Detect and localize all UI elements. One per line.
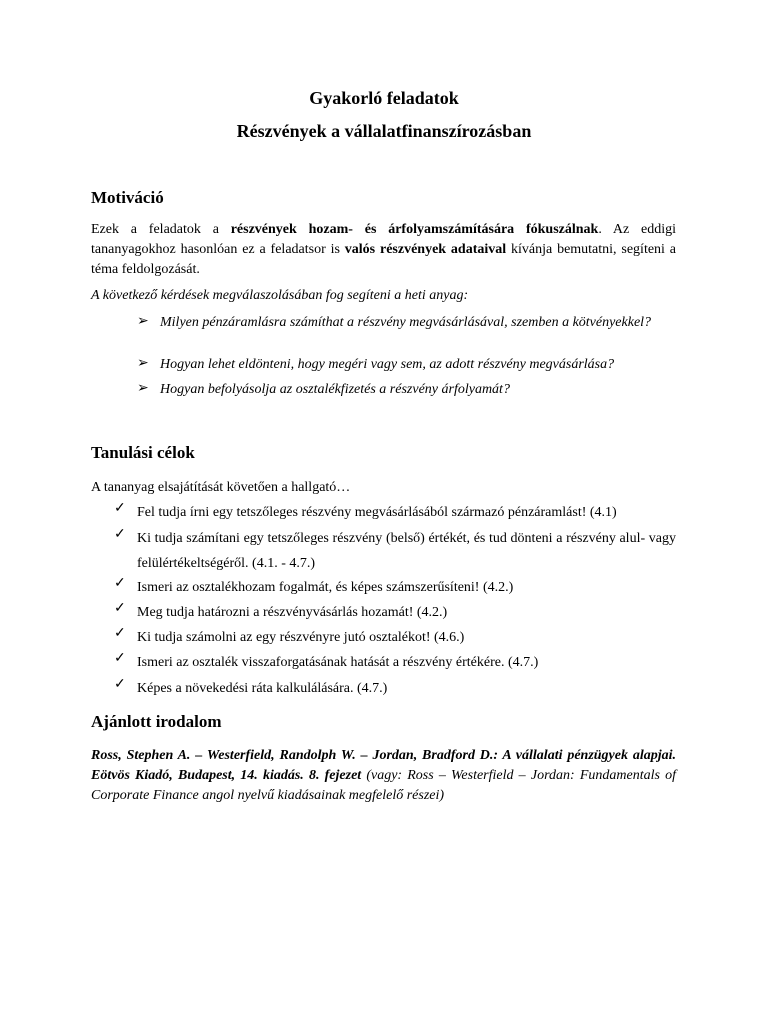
page-title: Gyakorló feladatok <box>309 88 459 108</box>
checkmark-icon: ✓ <box>114 601 126 616</box>
goal-text: Ki tudja számolni az egy részvényre jutó osztalékot! (4.6.) <box>137 630 465 645</box>
motivation-text-3: kívánja bemutatni, segíteni a téma feldolgozását. <box>91 242 677 277</box>
reference-citation <box>91 746 676 806</box>
section-heading-irodalom: Ajánlott irodalom <box>91 712 222 731</box>
section-heading-celok: Tanulási célok <box>91 443 195 462</box>
motivation-text-2: . Az eddigi tananyagokhoz hasonlóan ez a feladatsor is <box>91 222 676 257</box>
arrow-bullet-icon: ➢ <box>137 356 149 371</box>
goal-text: Ismeri az osztalékhozam fogalmát, és képes számszerűsíteni! (4.2.) <box>137 580 514 595</box>
goal-item <box>114 600 676 625</box>
reference-main: Ross, Stephen A. – Westerfield, Randolph W. – Jordan, Bradford D.: A vállalati pénzügyek alapjai. Eötvös Kiadó, Budapest, 14. kiadás. 8. fejezet <box>91 748 676 783</box>
question-text: Milyen pénzáramlásra számíthat a részvény megvásárlásával, szemben a kötvényekkel? <box>160 315 652 330</box>
goal-item <box>114 526 676 576</box>
question-item <box>137 380 676 400</box>
arrow-bullet-icon: ➢ <box>137 314 149 329</box>
goal-item <box>114 650 676 675</box>
motivation-emphasis-1: részvények hozam- és árfolyamszámítására fókuszálnak <box>230 222 599 237</box>
question-text: Hogyan lehet eldönteni, hogy megéri vagy sem, az adott részvény megvásárlása? <box>160 357 615 372</box>
checkmark-icon: ✓ <box>114 576 126 591</box>
section-heading-motivacio: Motiváció <box>91 188 164 207</box>
checkmark-icon: ✓ <box>114 677 126 692</box>
reference-note: (vagy: Ross – Westerfield – Jordan: Fundamentals of Corporate Finance angol nyelvű kiadásainak megfelelő részei) <box>91 768 676 803</box>
checkmark-icon: ✓ <box>114 501 126 516</box>
checkmark-icon: ✓ <box>114 626 126 641</box>
goal-text: Képes a növekedési ráta kalkulálására. (4.7.) <box>137 681 388 696</box>
goals-intro: A tananyag elsajátítását követően a hallgató… <box>91 480 351 495</box>
checkmark-icon: ✓ <box>114 651 126 666</box>
question-text: Hogyan befolyásolja az osztalékfizetés a részvény árfolyamát? <box>160 382 510 397</box>
questions-intro: A következő kérdések megválaszolásában fog segíteni a heti anyag: <box>91 288 469 303</box>
checkmark-icon: ✓ <box>114 527 126 542</box>
question-item <box>137 313 676 333</box>
motivation-text-1: Ezek a feladatok a <box>91 222 231 237</box>
goal-text: Meg tudja határozni a részvényvásárlás hozamát! (4.2.) <box>137 605 448 620</box>
page-subtitle: Részvények a vállalatfinanszírozásban <box>236 121 532 141</box>
motivation-emphasis-2: valós részvények adataival <box>344 242 507 257</box>
goal-item <box>114 500 676 525</box>
arrow-bullet-icon: ➢ <box>137 381 149 396</box>
motivation-paragraph <box>91 220 676 280</box>
question-item <box>137 355 676 375</box>
goal-item <box>114 575 676 600</box>
goal-text: Fel tudja írni egy tetszőleges részvény megvásárlásából származó pénzáramlást! (4.1) <box>137 505 617 520</box>
goal-item <box>114 625 676 650</box>
goal-text: Ki tudja számítani egy tetszőleges részvény (belső) értékét, és tud dönteni a részvény alul- vagy felülértékeltségéről. (4.1. - 4.7.) <box>137 531 676 571</box>
goal-text: Ismeri az osztalék visszaforgatásának hatását a részvény értékére. (4.7.) <box>137 655 539 670</box>
goal-item <box>114 676 676 701</box>
